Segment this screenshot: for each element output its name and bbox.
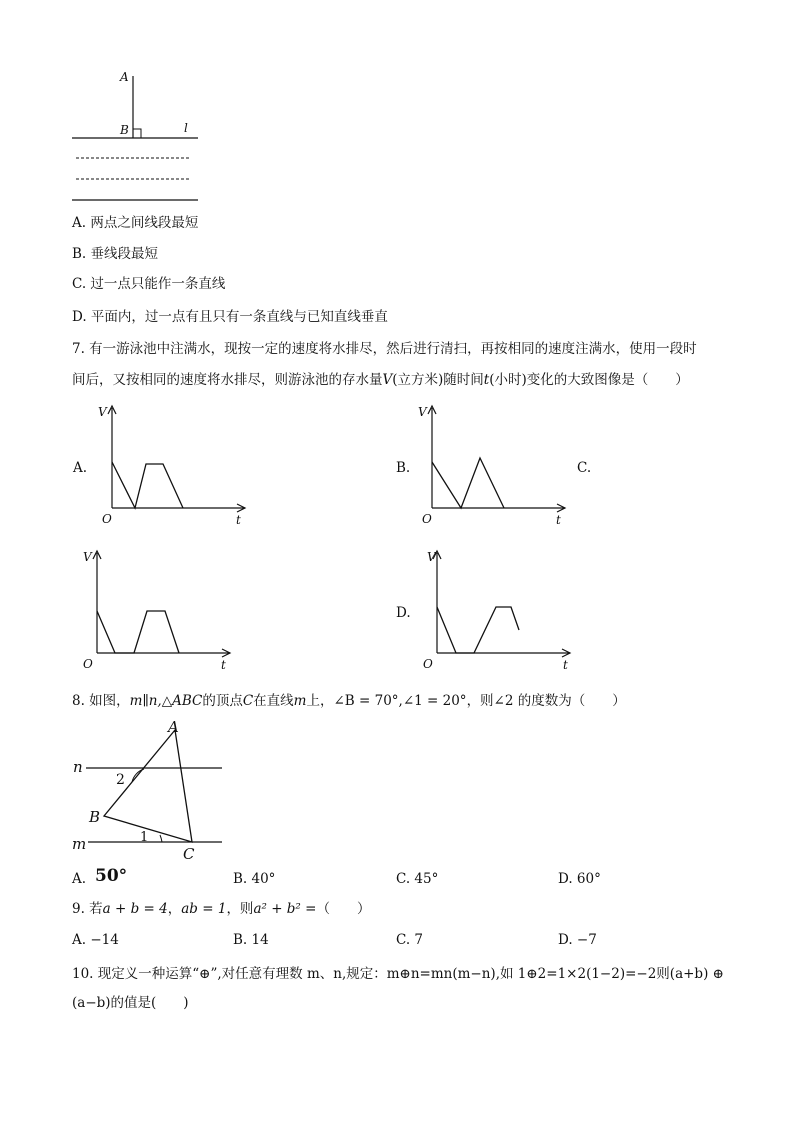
- q10-stem-line2: (a−b)的值是( ): [72, 995, 189, 1011]
- graph-c-o-label: O: [83, 657, 93, 671]
- q8-option-b: B. 40°: [233, 871, 276, 887]
- graph-b: [415, 400, 595, 530]
- q8-stem-mid3: 上，: [306, 693, 334, 709]
- q9-stem-pre: 9. 若: [72, 901, 103, 917]
- q6-option-c: C. 过一点只能作一条直线: [72, 276, 226, 292]
- graph-a-o-label: O: [102, 512, 112, 526]
- q7-stem-mid: (立方米)随时间: [392, 372, 484, 388]
- q9-eq2: ab = 1: [181, 901, 227, 917]
- perpendicular-figure: [0, 0, 794, 210]
- angle-2-label: 2: [116, 772, 125, 788]
- q8-stem: [72, 692, 626, 710]
- graph-d: [420, 545, 600, 675]
- q7-stem-post: (小时)变化的大致图像是（ ）: [489, 372, 689, 388]
- q8-stem-post: ，则∠2 的度数为（ ）: [466, 693, 626, 709]
- q7-option-d-label: D.: [396, 605, 411, 621]
- q7-stem-line2: [72, 371, 689, 389]
- q9-option-c: C. 7: [396, 932, 424, 948]
- q8-option-a-value: 50°: [95, 866, 128, 886]
- graph-d-o-label: O: [423, 657, 433, 671]
- line-m-label: m: [72, 835, 87, 853]
- q8-stem-m: m: [293, 693, 307, 709]
- q8-stem-mid2: 在直线: [253, 693, 294, 709]
- q9-comma: ，: [167, 901, 182, 917]
- triangle-a-label: A: [168, 718, 179, 736]
- q7-option-a-label: A.: [73, 460, 88, 476]
- triangle-figure: [0, 718, 794, 878]
- q9-option-d: D. −7: [558, 932, 597, 948]
- graph-c-v-label: V: [83, 550, 92, 564]
- line-n-label: n: [73, 758, 83, 776]
- angle-1-label: 1: [140, 830, 149, 845]
- q8-option-d: D. 60°: [558, 871, 601, 887]
- triangle-c-label: C: [183, 845, 195, 863]
- q9-stem: [72, 900, 370, 918]
- graph-d-v-label: V: [427, 550, 436, 564]
- q9-post: （ ）: [316, 901, 371, 917]
- q8-option-c: C. 45°: [396, 871, 439, 887]
- q9-eq3: a² + b² =: [253, 901, 317, 917]
- q8-stem-cond: m∥n,△ABC: [129, 693, 203, 709]
- q8-stem-pre: 8. 如图，: [72, 693, 130, 709]
- q6-option-d: D. 平面内，过一点有且只有一条直线与已知直线垂直: [72, 309, 388, 325]
- q9-mid: ，则: [226, 901, 254, 917]
- q7-option-b-label: B.: [396, 460, 411, 476]
- graph-b-o-label: O: [422, 512, 432, 526]
- graph-a-t-label: t: [236, 513, 241, 527]
- point-a-label: A: [120, 70, 129, 84]
- triangle-b-label: B: [89, 808, 101, 826]
- q7-option-c-label: C.: [577, 460, 592, 476]
- graph-d-t-label: t: [563, 658, 568, 672]
- q6-option-b: B. 垂线段最短: [72, 246, 159, 262]
- q7-stem-pre: 间后，又按相同的速度将水排尽，则游泳池的存水量: [72, 372, 383, 388]
- q9-option-a: A. −14: [72, 932, 119, 948]
- graph-b-v-label: V: [418, 405, 427, 419]
- q7-var-v: V: [382, 372, 393, 388]
- q8-stem-c: C: [242, 693, 254, 709]
- graph-b-t-label: t: [556, 513, 561, 527]
- q9-eq1: a + b = 4: [102, 901, 168, 917]
- q8-option-a-label: A.: [72, 871, 87, 887]
- q8-stem-angles: ∠B = 70°,∠1 = 20°: [333, 693, 467, 709]
- q10-stem-line1: 10. 现定义一种运算“⊕”,对任意有理数 m、n,规定：m⊕n=mn(m−n),如 1⊕2=1×2(1−2)=−2则(a+b) ⊕: [72, 966, 724, 982]
- q7-var-t: t: [483, 372, 490, 388]
- q6-option-a: A. 两点之间线段最短: [72, 215, 199, 231]
- q8-stem-mid1: 的顶点: [202, 693, 243, 709]
- graph-a: [95, 400, 275, 530]
- q7-stem-line1: 7. 有一游泳池中注满水，现按一定的速度将水排尽，然后进行清扫，再按相同的速度注满水，使用一段时: [72, 341, 697, 357]
- point-b-label: B: [120, 123, 129, 137]
- q9-option-b: B. 14: [233, 932, 269, 948]
- line-l-label: l: [184, 121, 188, 135]
- graph-c-t-label: t: [221, 658, 226, 672]
- graph-c: [80, 545, 260, 675]
- graph-a-v-label: V: [98, 405, 107, 419]
